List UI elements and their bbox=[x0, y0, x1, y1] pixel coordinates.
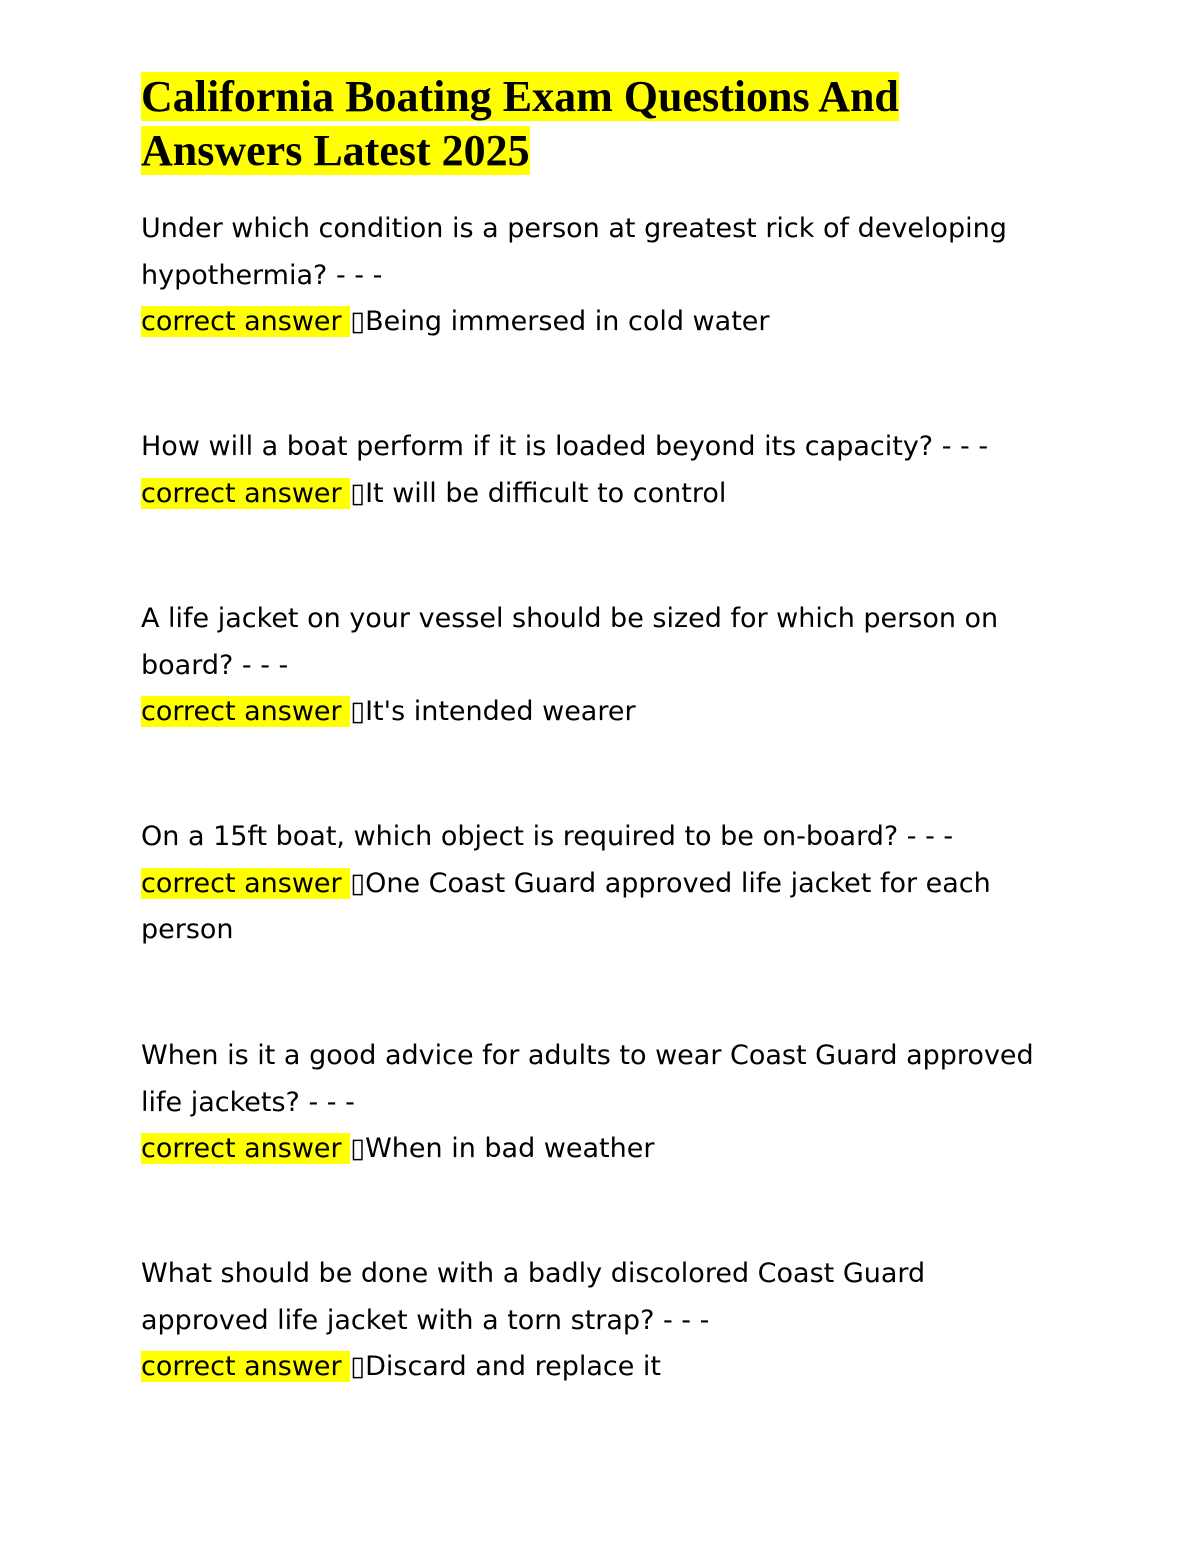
correct-answer-label: correct answer bbox=[141, 1351, 351, 1382]
question-text: How will a boat perform if it is loaded beyond its capacity? - - - bbox=[141, 431, 989, 462]
question-text: When is it a good advice for adults to wear Coast Guard approved life jackets? - - - bbox=[141, 1040, 1034, 1118]
missing-glyph-icon: ▯ bbox=[350, 1133, 366, 1164]
question-text: A life jacket on your vessel should be sized for which person on board? - - - bbox=[141, 603, 999, 681]
qa-item-1 bbox=[141, 206, 1041, 346]
answer-line bbox=[141, 1126, 1041, 1173]
answer-line bbox=[141, 1344, 1041, 1391]
question-text: What should be done with a badly discolored Coast Guard approved life jacket with a torn strap? - - - bbox=[141, 1258, 926, 1336]
question-text: Under which condition is a person at greatest rick of developing hypothermia? - - - bbox=[141, 213, 1007, 291]
correct-answer-label: correct answer bbox=[141, 1133, 351, 1164]
answer-text: When in bad weather bbox=[365, 1133, 655, 1164]
missing-glyph-icon: ▯ bbox=[350, 306, 366, 337]
missing-glyph-icon: ▯ bbox=[350, 477, 366, 509]
qa-item-5 bbox=[141, 1033, 1041, 1173]
qa-item-4 bbox=[141, 814, 1041, 954]
missing-glyph-icon: ▯ bbox=[350, 696, 366, 727]
answer-text: Being immersed in cold water bbox=[365, 306, 770, 337]
qa-item-6 bbox=[141, 1251, 1041, 1391]
answer-text: Discard and replace it bbox=[365, 1351, 661, 1382]
qa-item-3 bbox=[141, 596, 1041, 736]
correct-answer-label: correct answer bbox=[141, 867, 351, 899]
question-text: On a 15ft boat, which object is required to be on-board? - - - bbox=[141, 821, 954, 852]
answer-text: It's intended wearer bbox=[365, 696, 636, 727]
correct-answer-label: correct answer bbox=[141, 477, 351, 509]
missing-glyph-icon: ▯ bbox=[350, 1351, 366, 1382]
qa-item-2 bbox=[141, 424, 1041, 517]
correct-answer-label: correct answer bbox=[141, 696, 351, 727]
document-title bbox=[141, 70, 1021, 178]
answer-line bbox=[141, 689, 1041, 736]
missing-glyph-icon: ▯ bbox=[350, 867, 366, 899]
answer-line bbox=[141, 299, 1041, 346]
correct-answer-label: correct answer bbox=[141, 306, 351, 337]
answer-line bbox=[141, 861, 1041, 954]
answer-line bbox=[141, 471, 1041, 518]
answer-text: It will be difficult to control bbox=[365, 477, 727, 509]
answer-text: One Coast Guard approved life jacket for each person bbox=[141, 867, 991, 945]
document-title-text: California Boating Exam Questions And Answers Latest 2025 bbox=[141, 72, 899, 175]
